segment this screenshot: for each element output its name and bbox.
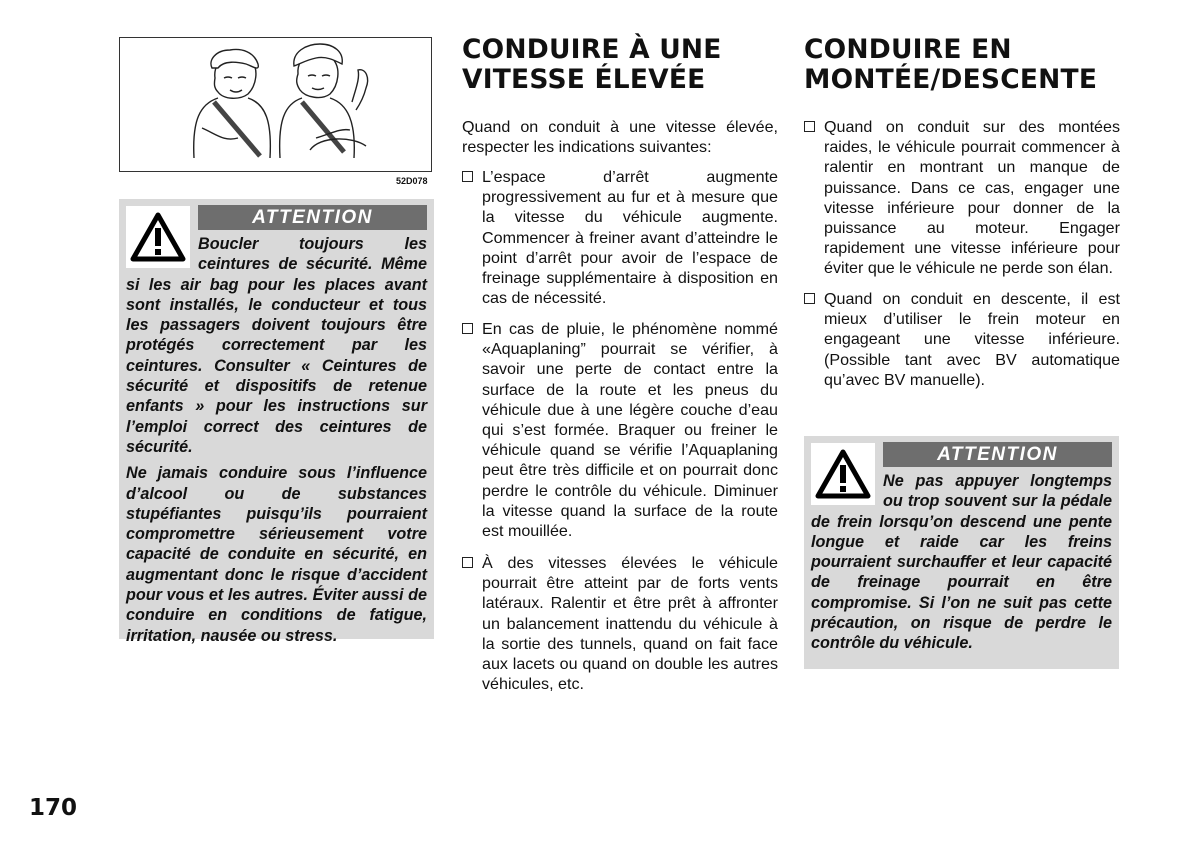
- warning-triangle-icon: [126, 206, 190, 268]
- checkbox-bullet-icon: [804, 121, 815, 132]
- intro-text: Quand on conduit à une vitesse élevée, respecter les indications suivantes:: [462, 118, 778, 157]
- list-item: [804, 289, 1120, 390]
- list-item-text: L’espace d’arrêt augmente progressivement au fur et à mesure que la vitesse du véhicule augmente. Commencer à freiner avant d’atteindre le point d’arrêt pour avoir de l’espace de freinage supplémentaire à disposition en cas de nécessité.: [482, 168, 778, 308]
- list-item-text: À des vitesses élevées le véhicule pourrait être atteint par de forts vents latéraux. Ralentir et être prêt à affronter un balancement inattendu du véhicule à la sortie des tunnels, quand on fait face aux lacets ou quand on double les autres véhicules, etc.: [482, 554, 778, 694]
- list-item-text: Quand on conduit en descente, il est mieux d’utiliser le frein moteur en engageant une vitesse inférieure. (Possible tant avec BV automatique qu’avec BV manuelle).: [824, 290, 1120, 389]
- section-heading-slopes: CONDUIRE EN MONTÉE/DESCENTE: [804, 34, 1098, 95]
- list-item: [462, 319, 778, 541]
- page-number: 170: [29, 795, 78, 821]
- checkbox-bullet-icon: [462, 171, 473, 182]
- seatbelt-illustration: [119, 37, 432, 172]
- list-item: [462, 167, 778, 308]
- list-item-text: Quand on conduit sur des montées raides, le véhicule pourrait commencer à ralentir en montrant un manque de puissance. Dans ce cas, engager une vitesse inférieure pour donner de la puissance au moteur. Engager rapidement une vitesse inférieure pour éviter que le véhicule ne perde son élan.: [824, 118, 1120, 278]
- list-item: [804, 117, 1120, 279]
- warning-paragraph: Ne jamais conduire sous l’influence d’alcool ou de substances stupéfiantes puisqu’ils pourraient compromettre sérieusement votre capacité de conduite en sécurité, en augmentant donc le risque d’accident pour vous et les autres. Éviter aussi de conduire en conditions de fatigue, irritation, nausée ou stress.: [126, 464, 427, 645]
- checkbox-bullet-icon: [462, 323, 473, 334]
- list-item-text: En cas de pluie, le phénomène nommé «Aquaplaning” pourrait se vérifier, à savoir une perte de contact entre la surface de la route et les pneus du véhicule due à une légère couche d’eau qui s’est formée. Braquer ou freiner le véhicule quand se vérifie l’Aquaplaning peut être très difficile et on pourrait donc perdre le contrôle du véhicule. Diminuer la vitesse quand la surface de la route est mouillée.: [482, 320, 778, 541]
- warning-box-seatbelt: [119, 199, 434, 645]
- list-item: [462, 553, 778, 694]
- warning-title: ATTENTION: [198, 205, 427, 230]
- figure-code: 52D078: [396, 176, 428, 186]
- warning-paragraph: Boucler toujours les ceintures de sécurité. Même si les air bag pour les places avant sont installés, le conducteur et tous les passagers doivent toujours être protégés correctement par les ceintures. Consulter « Ceintures de sécurité et dispositifs de retenue enfants » pour les instructions sur l’emploi correct des ceintures de sécurité.: [126, 235, 427, 456]
- checkbox-bullet-icon: [462, 557, 473, 568]
- checkbox-bullet-icon: [804, 293, 815, 304]
- warning-title: ATTENTION: [883, 442, 1112, 467]
- warning-box-brakes: [804, 436, 1119, 669]
- warning-triangle-icon: [811, 443, 875, 505]
- warning-paragraph: Ne pas appuyer longtemps ou trop souvent sur la pédale de frein lorsqu’on descend une pente longue et raide car les freins pourraient surchauffer et leur capacité de freinage pourrait en être compromise. Si l’on ne suit pas cette précaution, on risque de perdre le contrôle du véhicule.: [811, 472, 1112, 653]
- people-with-seatbelts-drawing: [120, 38, 430, 170]
- section-heading-high-speed: CONDUIRE À UNE VITESSE ÉLEVÉE: [462, 34, 722, 95]
